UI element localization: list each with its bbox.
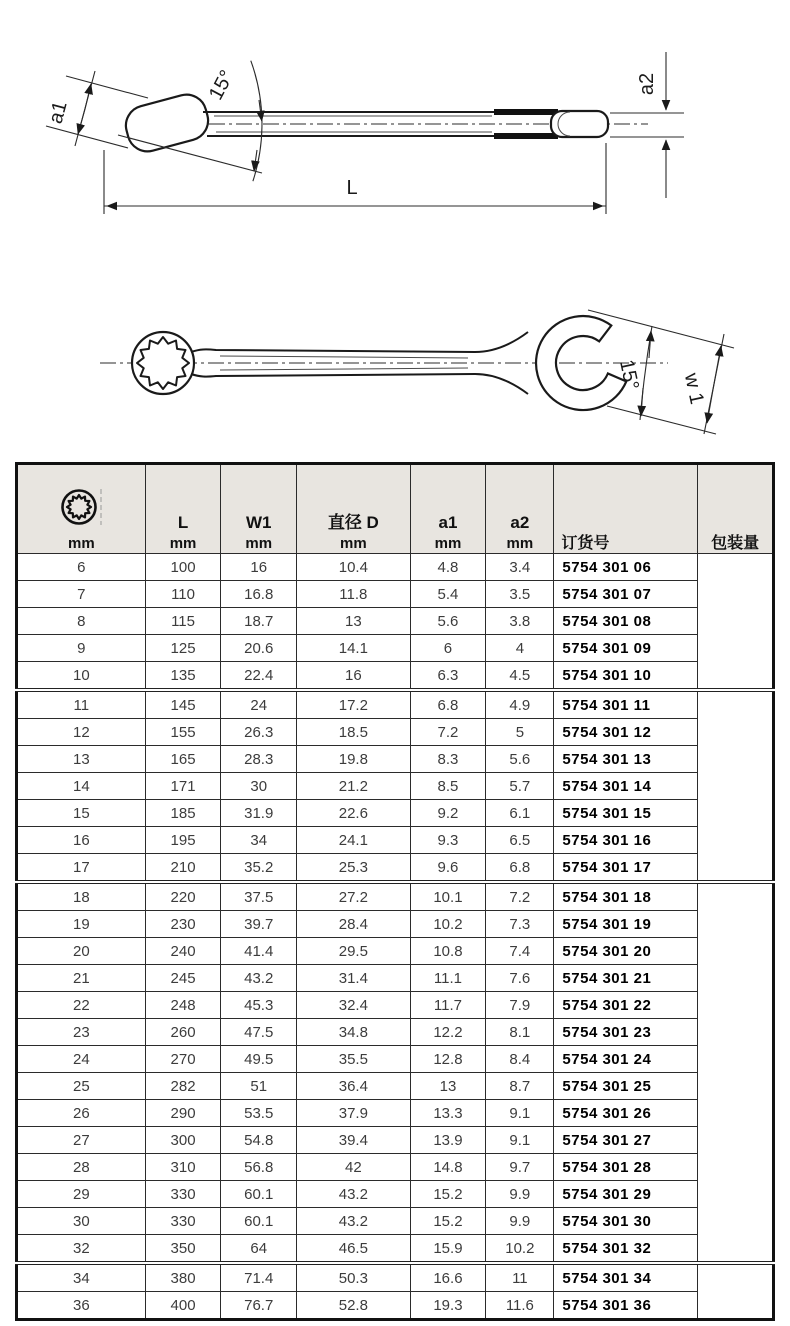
- table-row: [17, 911, 774, 938]
- value-cell: 195: [145, 827, 221, 854]
- value-cell: 15.9: [410, 1235, 486, 1264]
- value-cell: 29: [17, 1181, 146, 1208]
- value-cell: 22: [17, 992, 146, 1019]
- order-number-cell: 5754 301 32: [554, 1235, 698, 1264]
- table-row: [17, 854, 774, 883]
- value-cell: 14: [17, 773, 146, 800]
- table-row: [17, 608, 774, 635]
- value-cell: 13: [410, 1073, 486, 1100]
- value-cell: 13.9: [410, 1127, 486, 1154]
- package-qty-cell: [698, 554, 774, 691]
- header-a1: a1 mm: [410, 464, 486, 554]
- value-cell: 11: [486, 1263, 554, 1292]
- value-cell: 8.5: [410, 773, 486, 800]
- value-cell: 282: [145, 1073, 221, 1100]
- value-cell: 47.5: [221, 1019, 297, 1046]
- value-cell: 5.6: [486, 746, 554, 773]
- value-cell: 26.3: [221, 719, 297, 746]
- order-number-cell: 5754 301 10: [554, 662, 698, 691]
- value-cell: 46.5: [297, 1235, 411, 1264]
- value-cell: 14.1: [297, 635, 411, 662]
- value-cell: 28: [17, 1154, 146, 1181]
- a1-dim-label: a1: [44, 98, 72, 127]
- value-cell: 13: [17, 746, 146, 773]
- value-cell: 19.3: [410, 1292, 486, 1320]
- order-number-cell: 5754 301 16: [554, 827, 698, 854]
- value-cell: 71.4: [221, 1263, 297, 1292]
- value-cell: 41.4: [221, 938, 297, 965]
- value-cell: 54.8: [221, 1127, 297, 1154]
- value-cell: 24: [221, 690, 297, 719]
- value-cell: 3.8: [486, 608, 554, 635]
- value-cell: 32.4: [297, 992, 411, 1019]
- value-cell: 22.4: [221, 662, 297, 691]
- value-cell: 7: [17, 581, 146, 608]
- value-cell: 300: [145, 1127, 221, 1154]
- value-cell: 115: [145, 608, 221, 635]
- value-cell: 39.7: [221, 911, 297, 938]
- header-size: [17, 464, 146, 554]
- value-cell: 10: [17, 662, 146, 691]
- value-cell: 16.6: [410, 1263, 486, 1292]
- table-row: [17, 1019, 774, 1046]
- value-cell: 31.9: [221, 800, 297, 827]
- table-row: [17, 554, 774, 581]
- table-header-row: [17, 464, 774, 554]
- value-cell: 9.1: [486, 1127, 554, 1154]
- length-dim-label: L: [346, 177, 358, 199]
- value-cell: 27: [17, 1127, 146, 1154]
- value-cell: 60.1: [221, 1181, 297, 1208]
- value-cell: 10.2: [486, 1235, 554, 1264]
- order-number-cell: 5754 301 27: [554, 1127, 698, 1154]
- value-cell: 20: [17, 938, 146, 965]
- value-cell: 125: [145, 635, 221, 662]
- order-number-cell: 5754 301 36: [554, 1292, 698, 1320]
- value-cell: 52.8: [297, 1292, 411, 1320]
- value-cell: 76.7: [221, 1292, 297, 1320]
- value-cell: 6.1: [486, 800, 554, 827]
- value-cell: 6: [17, 554, 146, 581]
- value-cell: 17: [17, 854, 146, 883]
- value-cell: 34: [17, 1263, 146, 1292]
- value-cell: 30: [17, 1208, 146, 1235]
- value-cell: 7.6: [486, 965, 554, 992]
- order-number-cell: 5754 301 07: [554, 581, 698, 608]
- value-cell: 11.1: [410, 965, 486, 992]
- angle-15-top-label: 15°: [614, 357, 643, 392]
- order-number-cell: 5754 301 13: [554, 746, 698, 773]
- order-number-cell: 5754 301 06: [554, 554, 698, 581]
- value-cell: 15.2: [410, 1181, 486, 1208]
- value-cell: 22.6: [297, 800, 411, 827]
- order-number-cell: 5754 301 14: [554, 773, 698, 800]
- spline-12pt-icon: [18, 486, 145, 534]
- value-cell: 27.2: [297, 882, 411, 911]
- order-number-cell: 5754 301 20: [554, 938, 698, 965]
- value-cell: 4: [486, 635, 554, 662]
- value-cell: 43.2: [221, 965, 297, 992]
- value-cell: 21.2: [297, 773, 411, 800]
- value-cell: 8.1: [486, 1019, 554, 1046]
- value-cell: 7.9: [486, 992, 554, 1019]
- table-row: [17, 1208, 774, 1235]
- value-cell: 6.8: [410, 690, 486, 719]
- value-cell: 310: [145, 1154, 221, 1181]
- value-cell: 25.3: [297, 854, 411, 883]
- value-cell: 10.8: [410, 938, 486, 965]
- value-cell: 350: [145, 1235, 221, 1264]
- value-cell: 8.7: [486, 1073, 554, 1100]
- order-number-cell: 5754 301 34: [554, 1263, 698, 1292]
- value-cell: 9.3: [410, 827, 486, 854]
- value-cell: 6.8: [486, 854, 554, 883]
- value-cell: 24.1: [297, 827, 411, 854]
- value-cell: 6.3: [410, 662, 486, 691]
- value-cell: 18.5: [297, 719, 411, 746]
- package-qty-cell: [698, 882, 774, 1263]
- value-cell: 36: [17, 1292, 146, 1320]
- value-cell: 9.1: [486, 1100, 554, 1127]
- table-row: [17, 1292, 774, 1320]
- value-cell: 210: [145, 854, 221, 883]
- value-cell: 171: [145, 773, 221, 800]
- package-qty-cell: [698, 690, 774, 882]
- value-cell: 37.9: [297, 1100, 411, 1127]
- value-cell: 330: [145, 1208, 221, 1235]
- value-cell: 7.2: [410, 719, 486, 746]
- value-cell: 240: [145, 938, 221, 965]
- value-cell: 330: [145, 1181, 221, 1208]
- value-cell: 53.5: [221, 1100, 297, 1127]
- table-row: [17, 882, 774, 911]
- value-cell: 13: [297, 608, 411, 635]
- table-row: [17, 746, 774, 773]
- order-number-cell: 5754 301 25: [554, 1073, 698, 1100]
- table-row: [17, 635, 774, 662]
- table-row: [17, 1073, 774, 1100]
- value-cell: 39.4: [297, 1127, 411, 1154]
- value-cell: 4.5: [486, 662, 554, 691]
- value-cell: 56.8: [221, 1154, 297, 1181]
- header-a2: a2 mm: [486, 464, 554, 554]
- value-cell: 35.2: [221, 854, 297, 883]
- wrench-side-view-drawing: [0, 10, 790, 260]
- table-row: [17, 965, 774, 992]
- value-cell: 30: [221, 773, 297, 800]
- value-cell: 100: [145, 554, 221, 581]
- value-cell: 28.4: [297, 911, 411, 938]
- ring-end-side: [121, 90, 212, 156]
- value-cell: 12: [17, 719, 146, 746]
- open-end-tip-side: [551, 111, 608, 137]
- value-cell: 31.4: [297, 965, 411, 992]
- value-cell: 5: [486, 719, 554, 746]
- value-cell: 260: [145, 1019, 221, 1046]
- table-row: [17, 719, 774, 746]
- order-number-cell: 5754 301 09: [554, 635, 698, 662]
- header-size-unit: mm: [68, 535, 95, 552]
- value-cell: 220: [145, 882, 221, 911]
- order-number-cell: 5754 301 22: [554, 992, 698, 1019]
- value-cell: 32: [17, 1235, 146, 1264]
- value-cell: 5.6: [410, 608, 486, 635]
- wrench-top-view-drawing: [0, 268, 790, 468]
- value-cell: 45.3: [221, 992, 297, 1019]
- value-cell: 25: [17, 1073, 146, 1100]
- value-cell: 19.8: [297, 746, 411, 773]
- value-cell: 50.3: [297, 1263, 411, 1292]
- value-cell: 28.3: [221, 746, 297, 773]
- value-cell: 3.5: [486, 581, 554, 608]
- value-cell: 16: [17, 827, 146, 854]
- order-number-cell: 5754 301 30: [554, 1208, 698, 1235]
- value-cell: 29.5: [297, 938, 411, 965]
- value-cell: 9.7: [486, 1154, 554, 1181]
- table-row: [17, 800, 774, 827]
- order-number-cell: 5754 301 24: [554, 1046, 698, 1073]
- value-cell: 165: [145, 746, 221, 773]
- table-row: [17, 1100, 774, 1127]
- header-W1: W1 mm: [221, 464, 297, 554]
- value-cell: 35.5: [297, 1046, 411, 1073]
- header-diameter-D: 直径 D mm: [297, 464, 411, 554]
- value-cell: 6: [410, 635, 486, 662]
- table-row: [17, 1181, 774, 1208]
- value-cell: 9.2: [410, 800, 486, 827]
- value-cell: 5.7: [486, 773, 554, 800]
- header-L: L mm: [145, 464, 221, 554]
- value-cell: 10.1: [410, 882, 486, 911]
- w1-dim-label: w 1: [679, 371, 708, 407]
- value-cell: 3.4: [486, 554, 554, 581]
- value-cell: 49.5: [221, 1046, 297, 1073]
- value-cell: 380: [145, 1263, 221, 1292]
- table-row: [17, 690, 774, 719]
- value-cell: 270: [145, 1046, 221, 1073]
- ring-end-top: [132, 332, 194, 394]
- table-row: [17, 827, 774, 854]
- value-cell: 7.3: [486, 911, 554, 938]
- value-cell: 18: [17, 882, 146, 911]
- order-number-cell: 5754 301 15: [554, 800, 698, 827]
- value-cell: 6.5: [486, 827, 554, 854]
- table-row: [17, 1046, 774, 1073]
- value-cell: 43.2: [297, 1208, 411, 1235]
- value-cell: 9.9: [486, 1208, 554, 1235]
- value-cell: 5.4: [410, 581, 486, 608]
- order-number-cell: 5754 301 28: [554, 1154, 698, 1181]
- value-cell: 11.8: [297, 581, 411, 608]
- value-cell: 9: [17, 635, 146, 662]
- order-number-cell: 5754 301 17: [554, 854, 698, 883]
- value-cell: 15.2: [410, 1208, 486, 1235]
- head-top-edge: [494, 109, 558, 115]
- value-cell: 12.8: [410, 1046, 486, 1073]
- table-row: [17, 1235, 774, 1264]
- table-row: [17, 581, 774, 608]
- value-cell: 7.4: [486, 938, 554, 965]
- value-cell: 34: [221, 827, 297, 854]
- value-cell: 24: [17, 1046, 146, 1073]
- value-cell: 4.9: [486, 690, 554, 719]
- value-cell: 400: [145, 1292, 221, 1320]
- value-cell: 14.8: [410, 1154, 486, 1181]
- value-cell: 8.3: [410, 746, 486, 773]
- value-cell: 16.8: [221, 581, 297, 608]
- value-cell: 155: [145, 719, 221, 746]
- table-row: [17, 938, 774, 965]
- table-row: [17, 1127, 774, 1154]
- value-cell: 17.2: [297, 690, 411, 719]
- value-cell: 15: [17, 800, 146, 827]
- value-cell: 64: [221, 1235, 297, 1264]
- order-number-cell: 5754 301 18: [554, 882, 698, 911]
- package-qty-cell: [698, 1263, 774, 1320]
- value-cell: 135: [145, 662, 221, 691]
- value-cell: 245: [145, 965, 221, 992]
- value-cell: 8.4: [486, 1046, 554, 1073]
- value-cell: 9.6: [410, 854, 486, 883]
- value-cell: 26: [17, 1100, 146, 1127]
- header-order-number: 订货号: [554, 464, 698, 554]
- value-cell: 60.1: [221, 1208, 297, 1235]
- value-cell: 42: [297, 1154, 411, 1181]
- value-cell: 37.5: [221, 882, 297, 911]
- table-row: [17, 662, 774, 691]
- value-cell: 8: [17, 608, 146, 635]
- value-cell: 12.2: [410, 1019, 486, 1046]
- header-package-qty: 包装量: [698, 464, 774, 554]
- table-row: [17, 1263, 774, 1292]
- value-cell: 36.4: [297, 1073, 411, 1100]
- head-bottom-edge: [494, 133, 558, 139]
- value-cell: 4.8: [410, 554, 486, 581]
- order-number-cell: 5754 301 12: [554, 719, 698, 746]
- value-cell: 248: [145, 992, 221, 1019]
- value-cell: 51: [221, 1073, 297, 1100]
- value-cell: 185: [145, 800, 221, 827]
- value-cell: 20.6: [221, 635, 297, 662]
- value-cell: 21: [17, 965, 146, 992]
- table-body: [17, 554, 774, 1320]
- order-number-cell: 5754 301 29: [554, 1181, 698, 1208]
- order-number-cell: 5754 301 08: [554, 608, 698, 635]
- value-cell: 110: [145, 581, 221, 608]
- a2-dim-label: a2: [636, 72, 658, 96]
- value-cell: 18.7: [221, 608, 297, 635]
- value-cell: 13.3: [410, 1100, 486, 1127]
- value-cell: 10.4: [297, 554, 411, 581]
- value-cell: 9.9: [486, 1181, 554, 1208]
- value-cell: 230: [145, 911, 221, 938]
- value-cell: 290: [145, 1100, 221, 1127]
- angle-15-side-label: 15°: [204, 66, 239, 104]
- order-number-cell: 5754 301 19: [554, 911, 698, 938]
- value-cell: 16: [297, 662, 411, 691]
- value-cell: 11.7: [410, 992, 486, 1019]
- order-number-cell: 5754 301 11: [554, 690, 698, 719]
- table-row: [17, 992, 774, 1019]
- value-cell: 10.2: [410, 911, 486, 938]
- value-cell: 11.6: [486, 1292, 554, 1320]
- order-number-cell: 5754 301 23: [554, 1019, 698, 1046]
- value-cell: 11: [17, 690, 146, 719]
- value-cell: 145: [145, 690, 221, 719]
- value-cell: 23: [17, 1019, 146, 1046]
- value-cell: 16: [221, 554, 297, 581]
- order-number-cell: 5754 301 21: [554, 965, 698, 992]
- table-row: [17, 773, 774, 800]
- value-cell: 34.8: [297, 1019, 411, 1046]
- value-cell: 19: [17, 911, 146, 938]
- value-cell: 43.2: [297, 1181, 411, 1208]
- value-cell: 7.2: [486, 882, 554, 911]
- spec-table: [15, 462, 775, 1321]
- table-row: [17, 1154, 774, 1181]
- order-number-cell: 5754 301 26: [554, 1100, 698, 1127]
